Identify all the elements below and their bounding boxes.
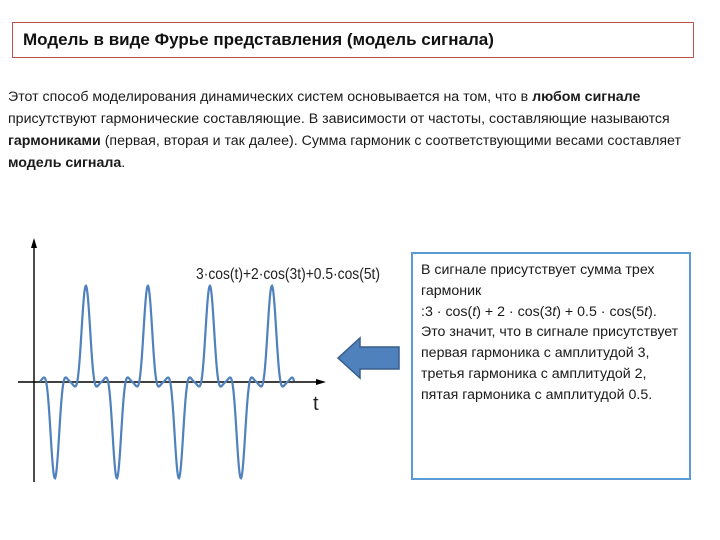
intro-text-2: присутствуют гармонические составляющие. В зависимости от частоты, составляющие называются [8,111,670,127]
intro-bold-any-signal: любом сигнале [532,89,641,105]
x-axis-arrowhead [316,379,326,385]
intro-bold-signal-model: модель сигнала [8,155,122,171]
signal-plot [0,230,380,490]
explanation-rest: Это значит, что в сигнале присутствует первая гармоника с амплитудой 3, третья гармоника с амплитудой 2, пятая гармоника с амплитудой 0.5. [421,324,679,403]
intro-text-3: (первая, вторая и так далее). Сумма гармоник с соответствующими весами составляет [100,133,681,149]
slide-title-text: Модель в виде Фурье представления (модель сигнала) [23,30,494,49]
explanation-formula: :3 · cos(t) + 2 · cos(3t) + 0.5 · cos(5t). [421,303,657,320]
explanation-intro: В сигнале присутствует сумма трех гармоник [421,262,655,299]
intro-paragraph [8,86,708,174]
intro-text-4: . [121,155,126,171]
plot-formula-label: 3·cos(t)+2·cos(3t)+0.5·cos(5t) [196,266,380,283]
explanation-box [411,252,691,480]
intro-bold-harmonics: гармониками [8,133,101,149]
intro-text-1: Этот способ моделирования динамических систем основывается на том, что в [8,89,533,105]
x-axis-label: t [313,393,319,415]
left-arrow-icon [336,336,402,380]
y-axis-arrowhead [31,238,37,248]
slide-title [12,22,694,58]
